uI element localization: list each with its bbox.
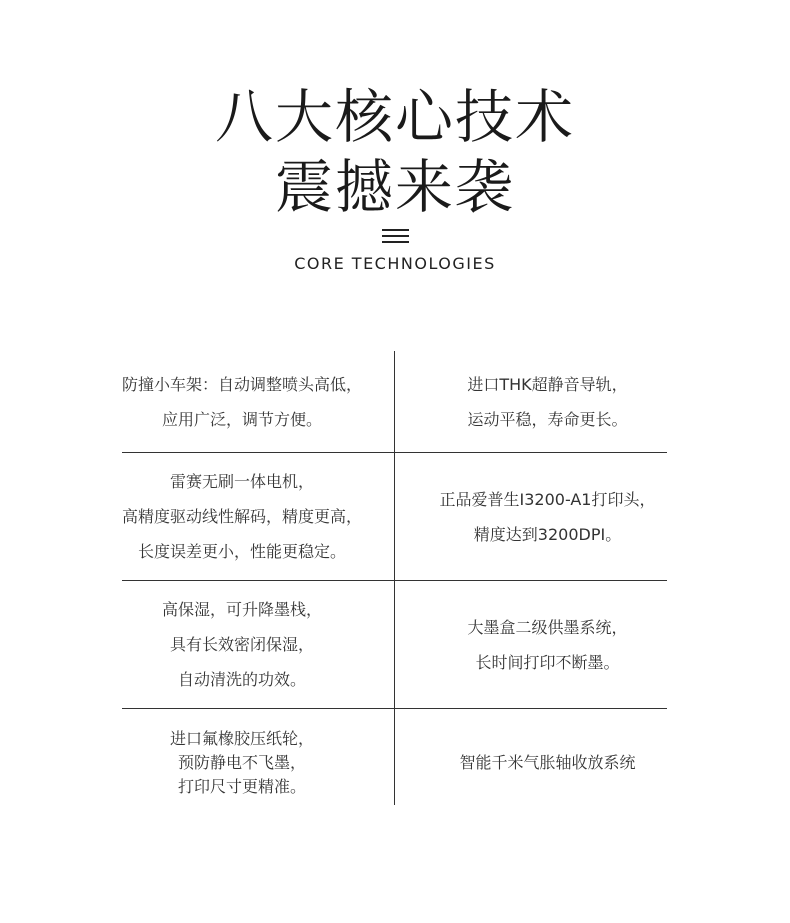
- feature-text: 正品爱普生I3200-A1打印头，: [439, 489, 656, 509]
- feature-text: 长时间打印不断墨。: [475, 652, 620, 672]
- feature-cell-5: [90, 581, 394, 708]
- title-line-2: 震撼来袭: [274, 153, 515, 221]
- feature-cell-3: [90, 453, 394, 580]
- feature-text: 进口氟橡胶压纸轮，: [169, 729, 314, 748]
- feature-text: 具有长效密闭保湿，: [169, 635, 314, 654]
- feature-cell-8: [395, 709, 700, 817]
- feature-text: 长度误差更小，性能更稳定。: [137, 542, 346, 561]
- feature-text: 自动清洗的功效。: [177, 670, 306, 689]
- feature-text: 应用广泛，调节方便。: [161, 410, 322, 429]
- page-title: [0, 82, 790, 222]
- feature-text: 进口THK超静音导轨，: [467, 375, 628, 394]
- feature-text: 雷赛无刷一体电机，: [169, 472, 314, 491]
- subtitle: CORE TECHNOLOGIES: [294, 254, 496, 273]
- feature-cell-2: [395, 352, 700, 452]
- feature-text: 高保湿，可升降墨栈，: [161, 600, 322, 619]
- feature-text: 打印尺寸更精准。: [177, 777, 306, 796]
- feature-text: 运动平稳，寿命更长。: [467, 410, 628, 429]
- feature-cell-4: [395, 453, 700, 580]
- feature-cell-6: [395, 581, 700, 708]
- feature-text: 防撞小车架：自动调整喷头高低，: [121, 375, 362, 394]
- menu-lines-icon: [382, 229, 409, 243]
- feature-text: 高精度驱动线性解码，精度更高，: [121, 507, 362, 526]
- feature-text: 大墨盒二级供墨系统，: [467, 617, 628, 637]
- feature-cell-1: [90, 352, 394, 452]
- feature-cell-7: [90, 709, 394, 817]
- feature-text: 预防静电不飞墨，: [177, 753, 306, 772]
- title-line-1: 八大核心技术: [214, 83, 575, 151]
- feature-text: 精度达到3200DPI。: [473, 524, 622, 544]
- feature-text: 智能千米气胀轴收放系统: [459, 753, 636, 772]
